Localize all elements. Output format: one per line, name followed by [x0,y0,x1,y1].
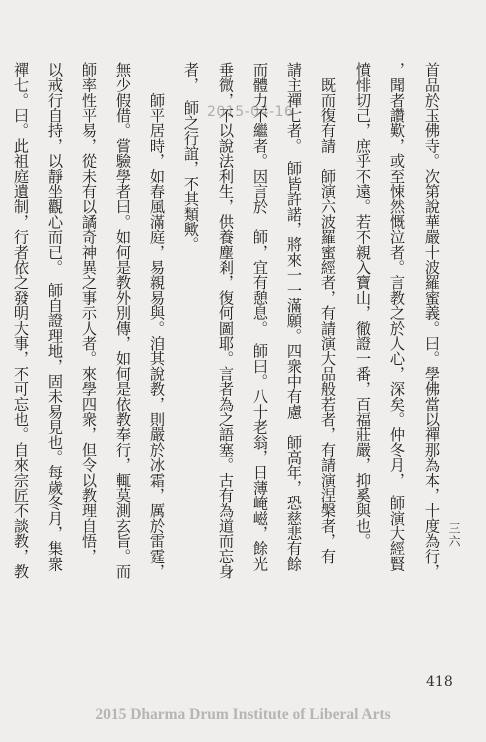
text-column-3: 憤悱切己，庶乎不遠。若不親入寶山，徹證一番，百福莊嚴，抑奚與也。 [354,62,372,549]
text-column-9: 師平居時，如春風滿庭，易親易與。洎其說教，則嚴於冰霜，厲於雷霆， [148,62,166,579]
text-column-7: 垂微，不以說法利生，供養塵剎，復何圖耶。言者為之語塞。古有為道而忘身 [217,62,235,579]
text-column-10: 無少假借。嘗驗學者曰。如何是教外別傳，如何是依教奉行，輒莫測玄旨。而 [114,62,132,579]
text-column-6: 而體力不繼者。因言於 師，宜有憩息。 師曰。八十老翁，日薄崦嵫，餘光 [251,62,269,572]
chinese-page-number: 三六 [447,522,461,548]
date-watermark: 2015-04-16 [207,104,294,120]
text-column-8: 者， 師之行誼，不其類歟。 [182,62,200,252]
text-column-4: 既而復有請 師演六波羅蜜經者，有請演大品般若者，有請演涅槃者，有 [319,62,337,564]
text-column-12: 以戒行自持，以靜坐觀心而已。 師自證理地，固未易見也。每歲冬月，集衆 [46,62,64,572]
institute-watermark: 2015 Dharma Drum Institute of Liberal Arts [95,706,391,723]
text-column-11: 師率性平易，從未有以譎奇神異之事示人者。來學四衆，但令以教理自悟， [80,62,98,564]
text-column-13: 禪七。曰。此祖庭遺制，行者依之發明大事，不可忘也。自來宗匠不談教，教 [12,62,30,579]
text-column-2: ，聞者讚歎，或至悚然慨泣者。言教之於人心，深矣。仲冬月， 師演大經賢 [388,62,406,572]
text-column-5: 請主禪七者。 師皆許諾，將來一一滿願。四衆中有慮 師高年，恐慈悲有餘 [285,62,303,572]
text-column-1: 首品於玉佛寺。次第說華嚴十波羅蜜義。曰。學佛當以禪那為本，十度為行， [423,62,441,579]
page-number: 418 [426,674,453,690]
